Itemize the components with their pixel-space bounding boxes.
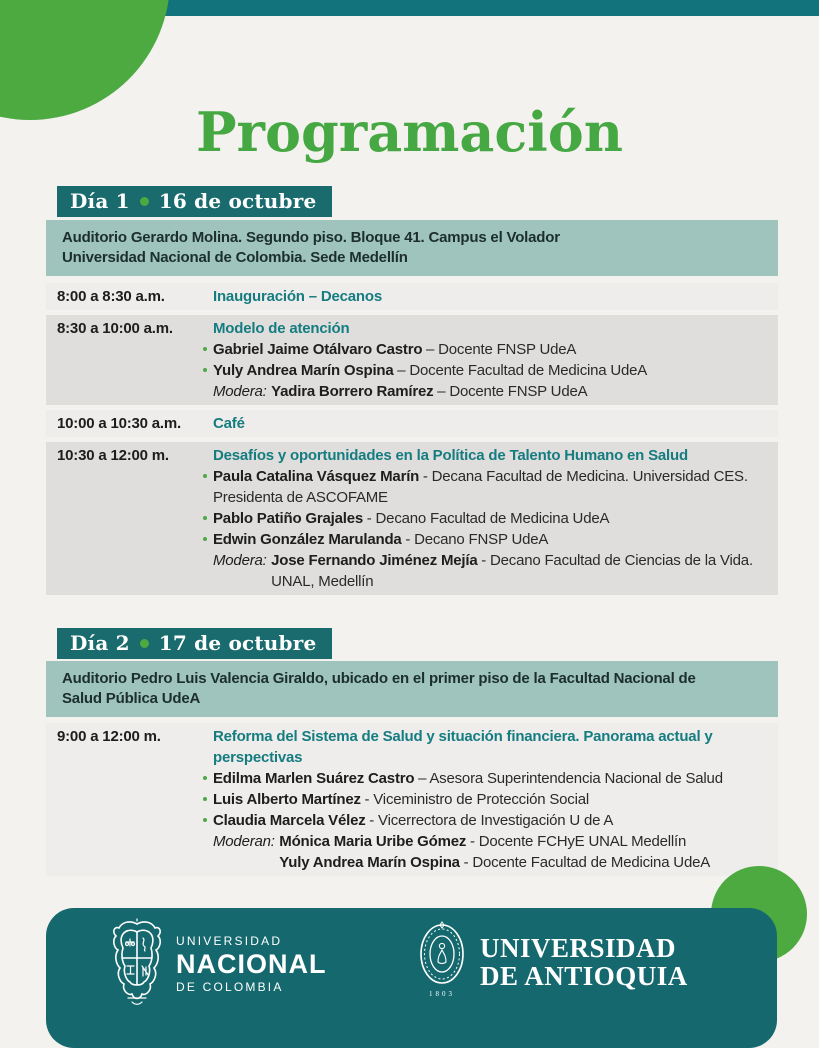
udea-line-universidad: UNIVERSIDAD xyxy=(480,933,677,963)
day2-schedule xyxy=(46,723,778,881)
green-dot-icon xyxy=(140,197,149,206)
udea-logo xyxy=(418,920,688,1004)
session-title: Modelo de atención xyxy=(213,320,350,337)
udea-line-de-antioquia: DE ANTIOQUIA xyxy=(480,961,688,991)
moderator-role: - Docente FCHyE UNAL Medellín xyxy=(469,833,687,850)
unal-line-universidad: UNIVERSIDAD xyxy=(176,934,283,948)
speaker-role: – Docente FNSP UdeA xyxy=(426,341,577,358)
bullet-icon xyxy=(203,776,207,780)
session-time: 9:00 a 12:00 m. xyxy=(57,728,161,745)
moderator-entry xyxy=(279,831,770,852)
udea-seal-icon xyxy=(418,920,466,1004)
unal-shield-icon xyxy=(110,918,164,1010)
bullet-icon xyxy=(203,516,207,520)
moderator-entry xyxy=(271,381,770,402)
day1-date: 16 de octubre xyxy=(158,188,317,213)
venue-line: Salud Pública UdeA xyxy=(62,690,201,707)
moderator-entry xyxy=(271,550,770,592)
speaker-line xyxy=(213,789,770,810)
bullet-icon xyxy=(203,474,207,478)
speaker-role: - Decano Facultad de Medicina UdeA xyxy=(366,510,610,527)
moderator-line xyxy=(213,381,770,402)
day1-schedule xyxy=(46,283,778,600)
speaker-name: Claudia Marcela Vélez xyxy=(213,812,366,829)
speaker-role: – Asesora Superintendencia Nacional de Salud xyxy=(418,770,723,787)
moderator-role: – Docente FNSP UdeA xyxy=(437,383,588,400)
speaker-role: - Decano FNSP UdeA xyxy=(405,531,549,548)
day2-venue xyxy=(46,661,778,717)
green-dot-icon xyxy=(140,639,149,648)
speaker-line xyxy=(213,360,770,381)
session-time: 8:30 a 10:00 a.m. xyxy=(57,320,173,337)
bullet-icon xyxy=(203,537,207,541)
venue-line: Universidad Nacional de Colombia. Sede Medellín xyxy=(62,249,408,266)
moderator-name: Yadira Borrero Ramírez xyxy=(271,383,434,400)
venue-line: Auditorio Gerardo Molina. Segundo piso. Bloque 41. Campus el Volador xyxy=(62,229,560,246)
moderator-entry xyxy=(279,852,770,873)
moderator-label: Modera: xyxy=(213,552,267,569)
day2-label: Día 2 xyxy=(70,630,130,655)
speaker-name: Edilma Marlen Suárez Castro xyxy=(213,770,415,787)
session-row xyxy=(46,723,778,876)
speaker-line xyxy=(213,466,770,508)
moderator-label: Moderan: xyxy=(213,833,275,850)
moderator-role: - Docente Facultad de Medicina UdeA xyxy=(463,854,711,871)
session-row xyxy=(46,283,778,310)
speaker-name: Edwin González Marulanda xyxy=(213,531,402,548)
day2-date: 17 de octubre xyxy=(158,630,317,655)
page-title: Programación xyxy=(195,100,624,165)
speaker-line xyxy=(213,339,770,360)
venue-line: Auditorio Pedro Luis Valencia Giraldo, ubicado en el primer piso de la Facultad Nacional de xyxy=(62,670,696,687)
speaker-name: Gabriel Jaime Otálvaro Castro xyxy=(213,341,423,358)
unal-line-nacional: NACIONAL xyxy=(176,949,327,979)
speaker-name: Pablo Patiño Grajales xyxy=(213,510,364,527)
moderator-label: Modera: xyxy=(213,383,267,400)
speaker-role: - Vicerrectora de Investigación U de A xyxy=(369,812,614,829)
bullet-icon xyxy=(203,797,207,801)
day2-header xyxy=(57,628,332,659)
speaker-name: Paula Catalina Vásquez Marín xyxy=(213,468,420,485)
speaker-line xyxy=(213,810,770,831)
session-row xyxy=(46,442,778,595)
day1-venue xyxy=(46,220,778,276)
moderator-line xyxy=(213,831,770,873)
session-time: 10:30 a 12:00 m. xyxy=(57,447,169,464)
session-title: Inauguración – Decanos xyxy=(213,288,382,305)
speaker-line xyxy=(213,529,770,550)
session-title: Desafíos y oportunidades en la Política de Talento Humano en Salud xyxy=(213,447,688,464)
speaker-line xyxy=(213,768,770,789)
speaker-role: - Viceministro de Protección Social xyxy=(364,791,590,808)
session-title: Reforma del Sistema de Salud y situación financiera. Panorama actual y perspectivas xyxy=(213,728,713,766)
speaker-name: Yuly Andrea Marín Ospina xyxy=(213,362,394,379)
bullet-icon xyxy=(203,347,207,351)
session-time: 10:00 a 10:30 a.m. xyxy=(57,415,181,432)
bullet-icon xyxy=(203,368,207,372)
moderator-line xyxy=(213,550,770,592)
speaker-role: – Docente Facultad de Medicina UdeA xyxy=(397,362,648,379)
moderator-name: Mónica Maria Uribe Gómez xyxy=(279,833,467,850)
unal-logo xyxy=(110,918,327,1010)
moderator-role: - Decano Facultad de Ciencias de la Vida. UNAL, Medellín xyxy=(271,552,753,590)
footer-logo-band xyxy=(46,908,777,1048)
udea-year: 1803 xyxy=(429,990,455,998)
session-title: Café xyxy=(213,415,245,432)
speaker-role: - Decana Facultad de Medicina. Universidad CES. Presidenta de ASCOFAME xyxy=(213,468,748,506)
bullet-icon xyxy=(203,818,207,822)
day1-label: Día 1 xyxy=(70,188,130,213)
day1-header xyxy=(57,186,332,217)
speaker-line xyxy=(213,508,770,529)
session-row xyxy=(46,410,778,437)
moderator-name: Jose Fernando Jiménez Mejía xyxy=(271,552,478,569)
session-row xyxy=(46,315,778,405)
session-time: 8:00 a 8:30 a.m. xyxy=(57,288,165,305)
unal-line-de-colombia: DE COLOMBIA xyxy=(176,980,284,994)
speaker-name: Luis Alberto Martínez xyxy=(213,791,361,808)
moderator-name: Yuly Andrea Marín Ospina xyxy=(279,854,460,871)
